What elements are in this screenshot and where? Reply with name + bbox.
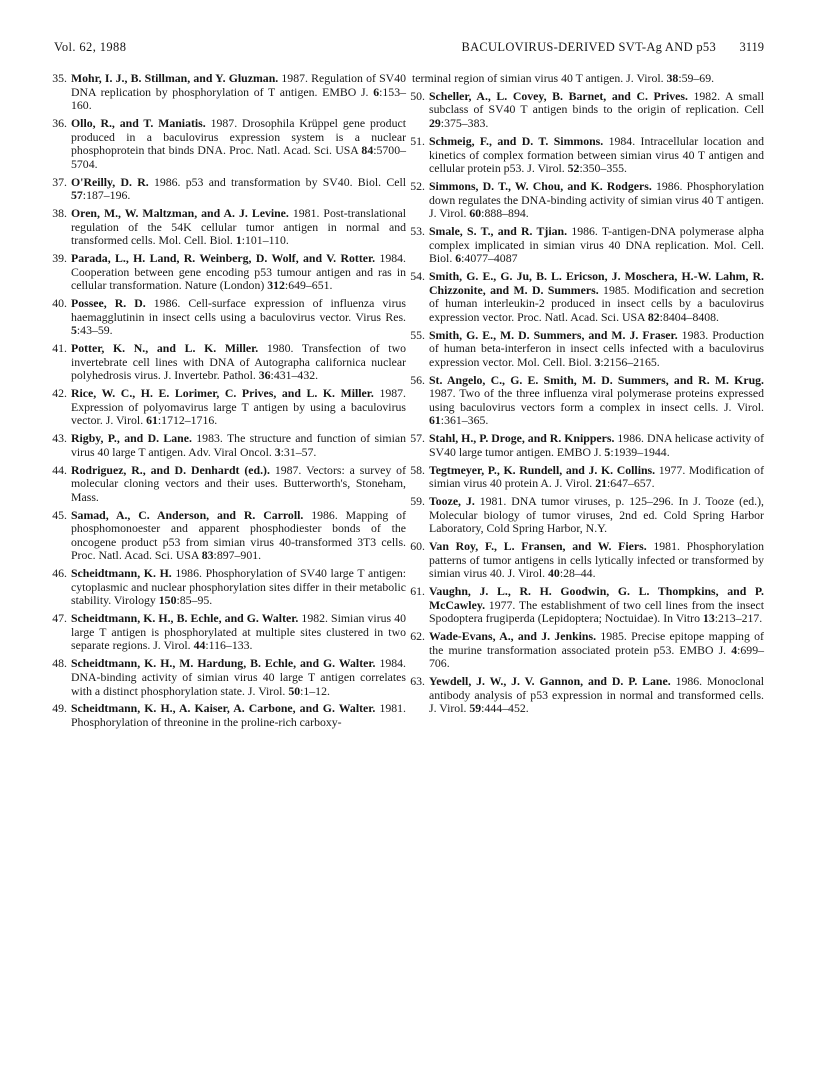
reference-item: [412, 675, 764, 716]
reference-text: 1986. Phosphorylation down regulates the DNA-binding activity of simian virus 40 T antigen. J. Virol.: [429, 179, 764, 221]
reference-volume: 60: [469, 206, 482, 221]
reference-authors: Wade-Evans, A., and J. Jenkins.: [429, 629, 597, 644]
reference-item: [412, 180, 764, 221]
reference-item: [412, 329, 764, 370]
reference-text: 1981. Phosphorylation patterns of tumor antigens in cells lytically infected or transformed by simian virus 40. J. Virol.: [429, 539, 764, 581]
reference-authors: Stahl, H., P. Droge, and R. Knippers.: [429, 431, 615, 446]
reference-text: 1986. Monoclonal antibody analysis of p53 expression in normal and transformed cells. J. Virol.: [429, 674, 764, 716]
reference-volume: 57: [71, 188, 83, 203]
references-right-column: [412, 72, 764, 720]
reference-volume: 13: [702, 611, 715, 626]
reference-number: 47.: [52, 611, 67, 626]
reference-volume: 59: [469, 701, 482, 716]
reference-volume: 312: [267, 278, 285, 293]
reference-volume: 52: [567, 161, 580, 176]
reference-authors: Scheidtmann, K. H.: [71, 566, 172, 581]
reference-text: 1986. Mapping of phosphomonoester and apparent phosphodiester bonds of the oncogene product p53 from simian virus 40-transformed 3T3 cells. Proc. Natl. Acad. Sci. USA: [71, 507, 406, 563]
reference-text: 1986. DNA helicase activity of SV40 large tumor antigen. EMBO J.: [429, 431, 765, 459]
reference-text: 1982. A small subclass of SV40 T antigen binds to the origin of replication. Cell: [429, 88, 764, 117]
reference-number: 45.: [52, 507, 67, 522]
reference-authors: Scheidtmann, K. H., A. Kaiser, A. Carbone, and G. Walter.: [71, 701, 376, 716]
reference-number: 56.: [410, 372, 425, 387]
reference-number: 36.: [52, 116, 67, 131]
reference-item: [412, 540, 764, 581]
reference-authors: Van Roy, F., L. Fransen, and W. Fiers.: [429, 539, 647, 554]
reference-number: 39.: [52, 251, 67, 266]
reference-volume: 40: [548, 566, 560, 581]
reference-volume: 36: [258, 368, 271, 383]
reference-text: 1977. Modification of simian virus 40 protein A. J. Virol.: [429, 462, 764, 491]
reference-authors: Scheidtmann, K. H., B. Echle, and G. Walter.: [71, 611, 299, 626]
reference-text: 1986. Phosphorylation of SV40 large T antigen: cytoplasmic and nuclear phosphorylation sites differ in their metabolic stability. Virology: [71, 566, 406, 608]
reference-number: 54.: [410, 269, 425, 284]
reference-pages: :4077–4087: [461, 251, 518, 266]
reference-number: 37.: [52, 174, 67, 189]
reference-volume: 29: [429, 116, 441, 131]
reference-number: 60.: [410, 539, 425, 554]
reference-number: 49.: [52, 701, 67, 716]
reference-number: 48.: [52, 656, 67, 671]
reference-item: [412, 495, 764, 536]
reference-number: 55.: [410, 327, 425, 342]
reference-pages: :187–196.: [82, 188, 131, 203]
reference-authors: Smale, S. T., and R. Tjian.: [429, 224, 568, 239]
reference-pages: :2156–2165.: [600, 354, 660, 369]
continued-reference: [412, 72, 764, 86]
reference-number: 63.: [410, 674, 425, 689]
reference-number: 46.: [52, 566, 67, 581]
reference-text: 1985. Precise epitope mapping of the murine transformation associated protein p53. EMBO J.: [429, 629, 764, 657]
reference-text: 1987. Regulation of SV40 DNA replication by phosphorylation of T antigen. EMBO J.: [71, 71, 407, 99]
volume-label: Vol. 62, 1988: [54, 40, 127, 54]
reference-number: 44.: [52, 462, 67, 477]
reference-volume: 5: [604, 444, 611, 459]
reference-item: [54, 657, 406, 698]
reference-item: [412, 225, 764, 266]
reference-volume: 5: [71, 323, 77, 338]
reference-volume: 44: [193, 638, 206, 653]
reference-authors: Yewdell, J. W., J. V. Gannon, and D. P. Lane.: [429, 674, 671, 689]
reference-text: 1987. Two of the three influenza viral polymerase proteins expressed using baculovirus vectors form a complex in insect cells. J. Virol.: [429, 386, 764, 414]
reference-number: 43.: [52, 431, 67, 446]
reference-volume: 84: [361, 143, 374, 158]
reference-volume: 50: [288, 683, 301, 698]
reference-item: [54, 176, 406, 203]
reference-text: 1985. Modification and secretion of human interleukin-2 produced in insect cells by a baculovirus expression vector. Proc. Natl. Acad. Sci. USA: [429, 282, 765, 324]
reference-volume: 61: [429, 413, 441, 428]
reference-volume: 83: [201, 548, 214, 563]
reference-authors: Simmons, D. T., W. Chou, and K. Rodgers.: [429, 179, 652, 193]
reference-volume: 82: [647, 309, 660, 324]
reference-volume: 38: [666, 71, 679, 85]
reference-text: 1981. Phosphorylation of threonine in the proline-rich carboxy-: [71, 701, 406, 729]
reference-pages: :444–452.: [481, 701, 529, 716]
reference-number: 51.: [410, 133, 425, 148]
reference-volume: 3: [274, 444, 281, 459]
reference-item: [54, 464, 406, 505]
reference-pages: :1712–1716.: [157, 413, 218, 428]
reference-pages: :647–657.: [607, 476, 655, 491]
reference-authors: Tegtmeyer, P., K. Rundell, and J. K. Collins.: [429, 462, 656, 477]
reference-pages: :649–651.: [284, 278, 333, 293]
reference-text: 1983. The structure and function of simian virus 40 large T antigen. Adv. Viral Oncol.: [71, 431, 407, 459]
reference-volume: 150: [158, 593, 177, 608]
reference-authors: Rigby, P., and D. Lane.: [71, 431, 192, 446]
reference-pages: :699–706.: [429, 642, 764, 671]
reference-item: [54, 252, 406, 293]
reference-authors: Rodriguez, R., and D. Denhardt (ed.).: [71, 462, 270, 477]
reference-authors: Possee, R. D.: [71, 296, 146, 311]
reference-text: 1983. Production of human beta-interferon in insect cells infected with a baculovirus expression vector. Mol. Cell. Biol.: [429, 327, 764, 369]
reference-pages: :59–69.: [678, 71, 715, 85]
reference-pages: :8404–8408.: [659, 309, 719, 324]
reference-authors: Mohr, I. J., B. Stillman, and Y. Gluzman.: [71, 71, 279, 85]
reference-text: 1987. Expression of polyomavirus large T antigen by using a baculovirus vector. J. Virol.: [71, 386, 407, 428]
reference-volume: 1: [235, 233, 242, 248]
reference-item: [54, 612, 406, 653]
reference-pages: :5700–5704.: [71, 143, 406, 171]
reference-number: 62.: [410, 629, 425, 644]
reference-authors: Scheidtmann, K. H., M. Hardung, B. Echle, and G. Walter.: [71, 656, 376, 671]
reference-text: 1981. Post-translational regulation of the 54K cellular tumor antigen in normal and transformed cells. Mol. Cell. Biol.: [71, 206, 406, 248]
reference-number: 57.: [410, 431, 425, 446]
running-title: BACULOVIRUS-DERIVED SVT-Ag AND p53: [461, 40, 716, 54]
reference-pages: :213–217.: [714, 611, 763, 626]
reference-number: 50.: [410, 88, 425, 103]
reference-authors: Smith, G. E., M. D. Summers, and M. J. Fraser.: [429, 327, 678, 342]
reference-pages: :375–383.: [440, 116, 489, 131]
reference-volume: 61: [146, 413, 158, 428]
reference-text: 1981. DNA tumor viruses, p. 125–296. In J. Tooze (ed.), Molecular biology of tumor viruses, 2nd ed. Cold Spring Harbor Laboratory, Cold Spring Harbor, N.Y.: [429, 494, 764, 536]
reference-item: [54, 342, 406, 383]
reference-number: 52.: [410, 179, 425, 193]
reference-pages: :897–901.: [213, 548, 262, 563]
reference-pages: :28–44.: [559, 566, 596, 581]
reference-pages: :116–133.: [205, 638, 253, 653]
reference-volume: 21: [595, 476, 607, 491]
reference-authors: Tooze, J.: [429, 494, 475, 509]
reference-pages: :888–894.: [481, 206, 529, 221]
reference-authors: Rice, W. C., H. E. Lorimer, C. Prives, and L. K. Miller.: [71, 386, 374, 401]
reference-text: 1982. Simian virus 40 large T antigen is phosphorylated at multiple sites clustered in two separate regions. J. Virol.: [71, 611, 406, 653]
references-left-column: [54, 72, 406, 734]
reference-number: 61.: [410, 584, 425, 599]
reference-item: [412, 135, 764, 176]
reference-volume: 4: [731, 642, 738, 657]
reference-number: 35.: [52, 71, 67, 85]
reference-text: 1986. p53 and transformation by SV40. Biol. Cell: [148, 174, 406, 189]
reference-item: [412, 432, 764, 459]
reference-text: 1980. Transfection of two invertebrate cell lines with DNA of Autographa californica nuclear polyhedrosis virus. J. Invertebr. Pathol.: [71, 341, 406, 383]
reference-text: 1987. Vectors: a survey of molecular cloning vectors and their uses. Butterworth's, Stoneham, Mass.: [71, 462, 406, 504]
reference-item: [412, 374, 764, 428]
reference-pages: :153–160.: [71, 84, 406, 113]
reference-number: 41.: [52, 341, 67, 356]
reference-authors: Ollo, R., and T. Maniatis.: [71, 116, 206, 131]
page-header: [54, 40, 764, 60]
reference-pages: :1–12.: [300, 683, 330, 698]
page-number: 3119: [739, 40, 764, 54]
reference-number: 40.: [52, 296, 67, 311]
reference-pages: :43–59.: [76, 323, 113, 338]
reference-item: [412, 270, 764, 324]
reference-item: [54, 509, 406, 563]
reference-volume: 6: [373, 84, 380, 99]
reference-authors: O'Reilly, D. R.: [71, 174, 149, 189]
reference-number: 53.: [410, 224, 425, 239]
reference-text: 1977. The establishment of two cell lines from the insect Spodoptera frugiperda (Lepidoptera; Noctuidae). In Vitro: [429, 597, 764, 626]
reference-text: 1984. DNA-binding activity of simian virus 40 large T antigen correlates with a distinct phosphorylation state. J. Virol.: [71, 656, 406, 698]
reference-number: 38.: [52, 206, 67, 221]
reference-text: 1984. Cooperation between gene encoding p53 tumour antigen and ras in cellular transformation. Nature (London): [71, 251, 406, 293]
reference-text: 1986. Cell-surface expression of influenza virus haemagglutinin in insect cells using a baculovirus vector. Virus Res.: [71, 296, 406, 324]
reference-text: 1987. Drosophila Krüppel gene product produced in a baculovirus expression system is a nuclear phosphoprotein that binds DNA. Proc. Natl. Acad. Sci. USA: [71, 116, 406, 158]
reference-item: [54, 72, 406, 113]
reference-item: [54, 387, 406, 428]
reference-text: terminal region of simian virus 40 T antigen. J. Virol.: [412, 71, 667, 85]
reference-item: [412, 90, 764, 131]
reference-item: [54, 702, 406, 729]
reference-volume: 3: [594, 354, 601, 369]
reference-pages: :31–57.: [280, 444, 317, 459]
reference-pages: :361–365.: [440, 413, 489, 428]
reference-authors: Oren, M., W. Maltzman, and A. J. Levine.: [71, 206, 289, 221]
reference-item: [412, 630, 764, 671]
reference-authors: St. Angelo, C., G. E. Smith, M. D. Summers, and R. M. Krug.: [429, 372, 764, 387]
reference-text: 1986. T-antigen-DNA polymerase alpha complex implicated in simian virus 40 DNA replication. Mol. Cell. Biol.: [429, 224, 764, 266]
reference-pages: :85–95.: [176, 593, 213, 608]
reference-pages: :101–110.: [241, 233, 289, 248]
reference-number: 58.: [410, 462, 425, 477]
reference-authors: Smith, G. E., G. Ju, B. L. Ericson, J. Moschera, H.-W. Lahm, R. Chizzonite, and M. D. Summers.: [429, 269, 764, 297]
reference-item: [54, 567, 406, 608]
reference-number: 59.: [410, 494, 425, 509]
reference-authors: Parada, L., H. Land, R. Weinberg, D. Wolf, and V. Rotter.: [71, 251, 376, 266]
reference-number: 42.: [52, 386, 67, 401]
reference-item: [54, 432, 406, 459]
reference-item: [54, 207, 406, 248]
reference-pages: :350–355.: [579, 161, 627, 176]
reference-item: [54, 117, 406, 171]
reference-pages: :1939–1944.: [610, 444, 670, 459]
reference-item: [412, 464, 764, 491]
reference-authors: Samad, A., C. Anderson, and R. Carroll.: [71, 507, 304, 522]
reference-authors: Vaughn, J. L., R. H. Goodwin, G. L. Thompkins, and P. McCawley.: [429, 584, 764, 612]
reference-authors: Schmeig, F., and D. T. Simmons.: [429, 133, 604, 148]
reference-item: [412, 585, 764, 626]
reference-volume: 6: [455, 251, 462, 266]
reference-authors: Potter, K. N., and L. K. Miller.: [71, 341, 259, 356]
reference-pages: :431–432.: [270, 368, 319, 383]
reference-authors: Scheller, A., L. Covey, B. Barnet, and C. Prives.: [429, 88, 688, 103]
reference-item: [54, 297, 406, 338]
reference-text: 1984. Intracellular location and kinetics of complex formation between simian virus 40 T antigen and cellular protein p53. J. Virol.: [429, 133, 764, 176]
